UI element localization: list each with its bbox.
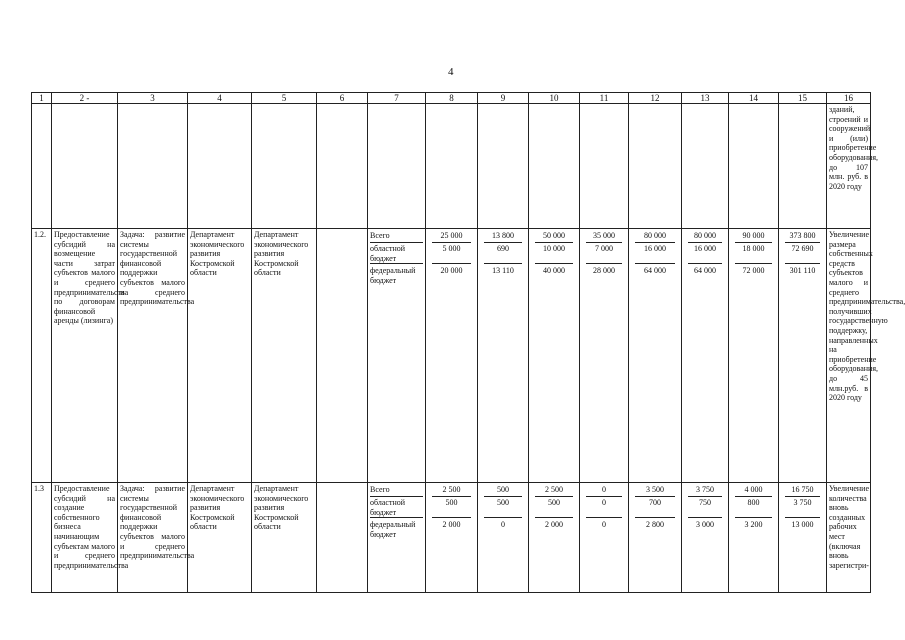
- col6-cell: [317, 483, 368, 593]
- value-cell: 25 000 5 000 20 000: [426, 229, 478, 483]
- continuation-result-text: зданий, строений и сооружений и (или) приобретение оборудования, до 107 млн. руб. в 2020 году: [827, 104, 871, 229]
- row-number: 1.2.: [32, 229, 52, 483]
- value-cell: 50 000 10 000 40 000: [529, 229, 580, 483]
- header-cell: 7: [368, 93, 426, 104]
- value-cell: 2 500 500 2 000: [426, 483, 478, 593]
- row-number: 1.3: [32, 483, 52, 593]
- measure-name: Предоставление субсидий на создание собственного бизнеса начинающим субъектам малого и среднего предпринимательства: [52, 483, 118, 593]
- value-cell-total: 373 800 72 690 301 110: [779, 229, 827, 483]
- header-cell: 14: [729, 93, 779, 104]
- value-cell: 0 0 0: [580, 483, 629, 593]
- header-cell: 8: [426, 93, 478, 104]
- value-cell: 35 000 7 000 28 000: [580, 229, 629, 483]
- header-cell: 3: [118, 93, 188, 104]
- executor-text: Департамент экономического развития Костромской области: [252, 229, 317, 483]
- value-cell: 3 750 750 3 000: [682, 483, 729, 593]
- header-cell: 10: [529, 93, 580, 104]
- source-total: Всего: [370, 231, 390, 240]
- header-cell: 6: [317, 93, 368, 104]
- result-text: Увеличение количества вновь созданных рабочих мест (включая вновь зарегистри-: [827, 483, 871, 593]
- header-cell: 12: [629, 93, 682, 104]
- value-cell: 500 500 0: [478, 483, 529, 593]
- continuation-row: [32, 104, 871, 229]
- header-cell: 5: [252, 93, 317, 104]
- source-total: Всего: [370, 485, 390, 494]
- measure-name: Предоставление субсидий на возмещение части затрат субъектов малого и среднего предпринимательства по договорам финансовой аренды (лизинга): [52, 229, 118, 483]
- header-cell: 13: [682, 93, 729, 104]
- department-text: Департамент экономического развития Костромской области: [188, 229, 252, 483]
- funding-source-cell: [368, 483, 426, 593]
- header-cell: 16: [827, 93, 871, 104]
- source-regional: областной бюджет: [370, 244, 406, 263]
- value-cell: 3 500 700 2 800: [629, 483, 682, 593]
- table-row-1-2: [32, 229, 871, 483]
- value-cell-total: 16 750 3 750 13 000: [779, 483, 827, 593]
- program-table: [31, 92, 905, 593]
- source-federal: федеральный бюджет: [370, 520, 416, 539]
- task-text: Задача: развитие системы государственной финансовой поддержки субъектов малого и среднего предпринимательства: [118, 483, 188, 593]
- col6-cell: [317, 229, 368, 483]
- value-cell: 80 000 16 000 64 000: [629, 229, 682, 483]
- value-cell: 4 000 800 3 200: [729, 483, 779, 593]
- source-regional: областной бюджет: [370, 498, 406, 517]
- header-cell: 9: [478, 93, 529, 104]
- header-cell: 15: [779, 93, 827, 104]
- value-cell: 80 000 16 000 64 000: [682, 229, 729, 483]
- header-cell: 11: [580, 93, 629, 104]
- value-cell: 2 500 500 2 000: [529, 483, 580, 593]
- value-cell: 90 000 18 000 72 000: [729, 229, 779, 483]
- table-row-1-3: [32, 483, 871, 593]
- header-cell: 4: [188, 93, 252, 104]
- value-cell: 13 800 690 13 110: [478, 229, 529, 483]
- header-cell: 2 -: [52, 93, 118, 104]
- funding-source-cell: [368, 229, 426, 483]
- result-text: Увеличение размера собственных средств субъектов малого и среднего предпринимательства, получивших государственную поддержку, направленных на приобретение оборудования, до 45 млн.руб. в 2020 году: [827, 229, 871, 483]
- executor-text: Департамент экономического развития Костромской области: [252, 483, 317, 593]
- page-number: 4: [448, 66, 454, 78]
- header-cell: 1: [32, 93, 52, 104]
- header-row: [32, 93, 871, 104]
- department-text: Департамент экономического развития Костромской области: [188, 483, 252, 593]
- task-text: Задача: развитие системы государственной финансовой поддержки субъектов малого и среднего предпринимательства: [118, 229, 188, 483]
- source-federal: федеральный бюджет: [370, 266, 416, 285]
